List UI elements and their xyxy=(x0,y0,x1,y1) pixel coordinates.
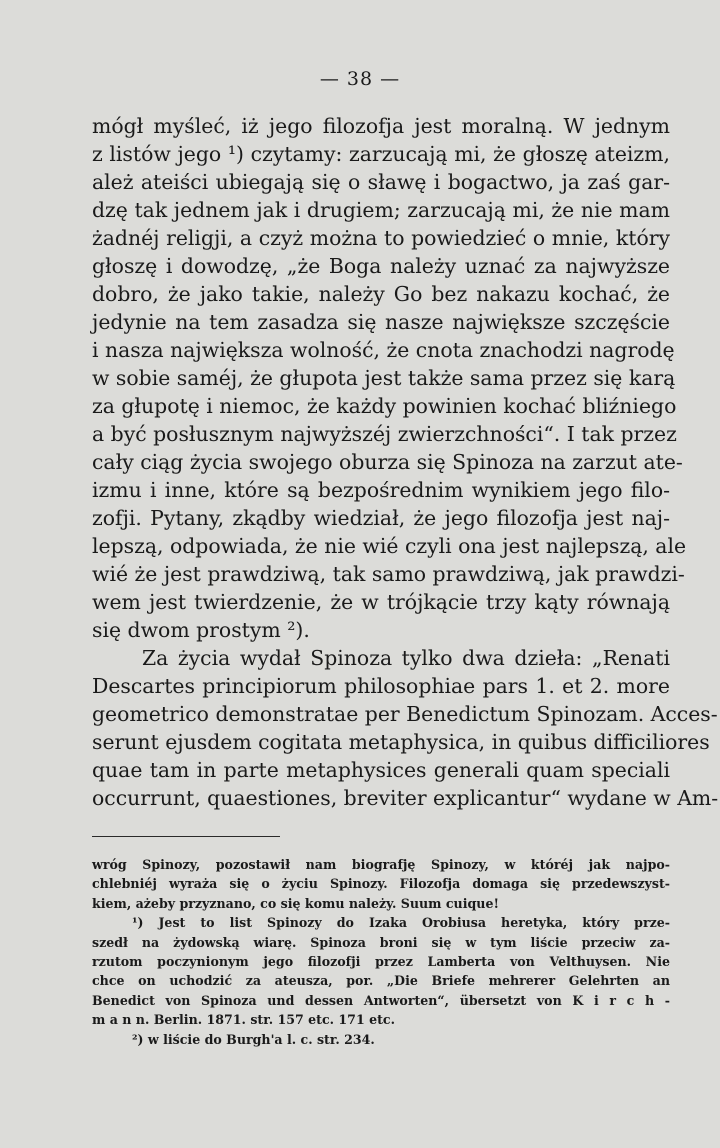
text-line: zofji. Pytany, zkądby wiedział, że jego filozofja jest naj- xyxy=(92,506,670,530)
page-number: — 38 — xyxy=(319,68,401,90)
text-line: wem jest twierdzenie, że w trójkącie trzy kąty równają xyxy=(92,590,670,614)
text-line: za głupotę i niemoc, że każdy powinien kochać bliźniego xyxy=(92,394,677,418)
footnotes xyxy=(92,855,670,1049)
footnote-line: ²) w liście do Burgh'a l. c. str. 234. xyxy=(132,1031,375,1047)
text-line: serunt ejusdem cogitata metaphysica, in quibus difficiliores xyxy=(92,730,710,754)
text-line: wié że jest prawdziwą, tak samo prawdziwą, jak prawdzi- xyxy=(92,562,685,586)
footnote-line: wróg Spinozy, pozostawił nam biografję Spinozy, w któréj jak najpo- xyxy=(92,857,670,872)
text-line: z listów jego ¹) czytamy: zarzucają mi, że głoszę ateizm, xyxy=(92,142,670,166)
text-line: dzę tak jednem jak i drugiem; zarzucają mi, że nie mam xyxy=(92,198,670,222)
text-line: lepszą, odpowiada, że nie wié czyli ona jest najlepszą, ale xyxy=(92,534,687,558)
text-line: ależ ateiści ubiegają się o sławę i bogactwo, ja zaś gar- xyxy=(92,170,670,194)
footnote-line: Benedict von Spinoza und dessen Antworten“, übersetzt von K i r c h - xyxy=(92,992,670,1008)
text-line: i nasza największa wolność, że cnota znachodzi nagrodę xyxy=(92,338,675,362)
text-line: jedynie na tem zasadza się nasze największe szczęście xyxy=(92,310,670,334)
text-line: w sobie saméj, że głupota jest także sama przez się karą xyxy=(92,366,676,390)
text-line: occurrunt, quaestiones, breviter explicantur“ wydane w Am- xyxy=(92,786,719,810)
footnote-line: chce on uchodzić za ateusza, por. „Die Briefe mehrerer Gelehrten an xyxy=(92,973,670,989)
text-line: quae tam in parte metaphysices generali quam speciali xyxy=(92,758,670,782)
footnote-line: chlebniéj wyraża się o życiu Spinozy. Filozofja domaga się przedewszyst- xyxy=(92,876,670,892)
text-line: głoszę i dowodzę, „że Boga należy uznać za najwyższe xyxy=(92,254,670,278)
text-line: izmu i inne, które są bezpośrednim wynikiem jego filo- xyxy=(92,478,670,502)
text-line: cały ciąg życia swojego oburza się Spinoza na zarzut ate- xyxy=(92,450,683,474)
footnote-line: ¹) Jest to list Spinozy do Izaka Orobiusa heretyka, który prze- xyxy=(132,915,670,931)
text-line: się dwom prostym ²). xyxy=(92,618,310,642)
text-line: żadnéj religji, a czyż można to powiedzieć o mnie, który xyxy=(92,226,670,250)
footnote-divider xyxy=(92,836,280,837)
footnote-line: rzutom poczynionym jego filozofji przez Lamberta von Velthuysen. Nie xyxy=(92,954,670,970)
footnote-line: kiem, ażeby przyznano, co się komu należy. Suum cuique! xyxy=(92,895,500,911)
footnote-line: szedł na żydowską wiarę. Spinoza broni się w tym liście przeciw za- xyxy=(92,934,670,950)
text-line: mógł myśleć, iż jego filozofja jest moralną. W jednym xyxy=(92,114,670,138)
text-line: a być posłusznym najwyższéj zwierzchności“. I tak przez xyxy=(92,422,677,446)
text-line: Descartes principiorum philosophiae pars 1. et 2. more xyxy=(92,674,670,698)
text-line: dobro, że jako takie, należy Go bez nakazu kochać, że xyxy=(92,282,670,306)
main-text xyxy=(92,112,719,812)
footnote-line: m a n n. Berlin. 1871. str. 157 etc. 171 etc. xyxy=(92,1012,395,1028)
text-line: geometrico demonstratae per Benedictum Spinozam. Acces- xyxy=(92,702,718,726)
text-line: Za życia wydał Spinoza tylko dwa dzieła: „Renati xyxy=(142,646,670,670)
